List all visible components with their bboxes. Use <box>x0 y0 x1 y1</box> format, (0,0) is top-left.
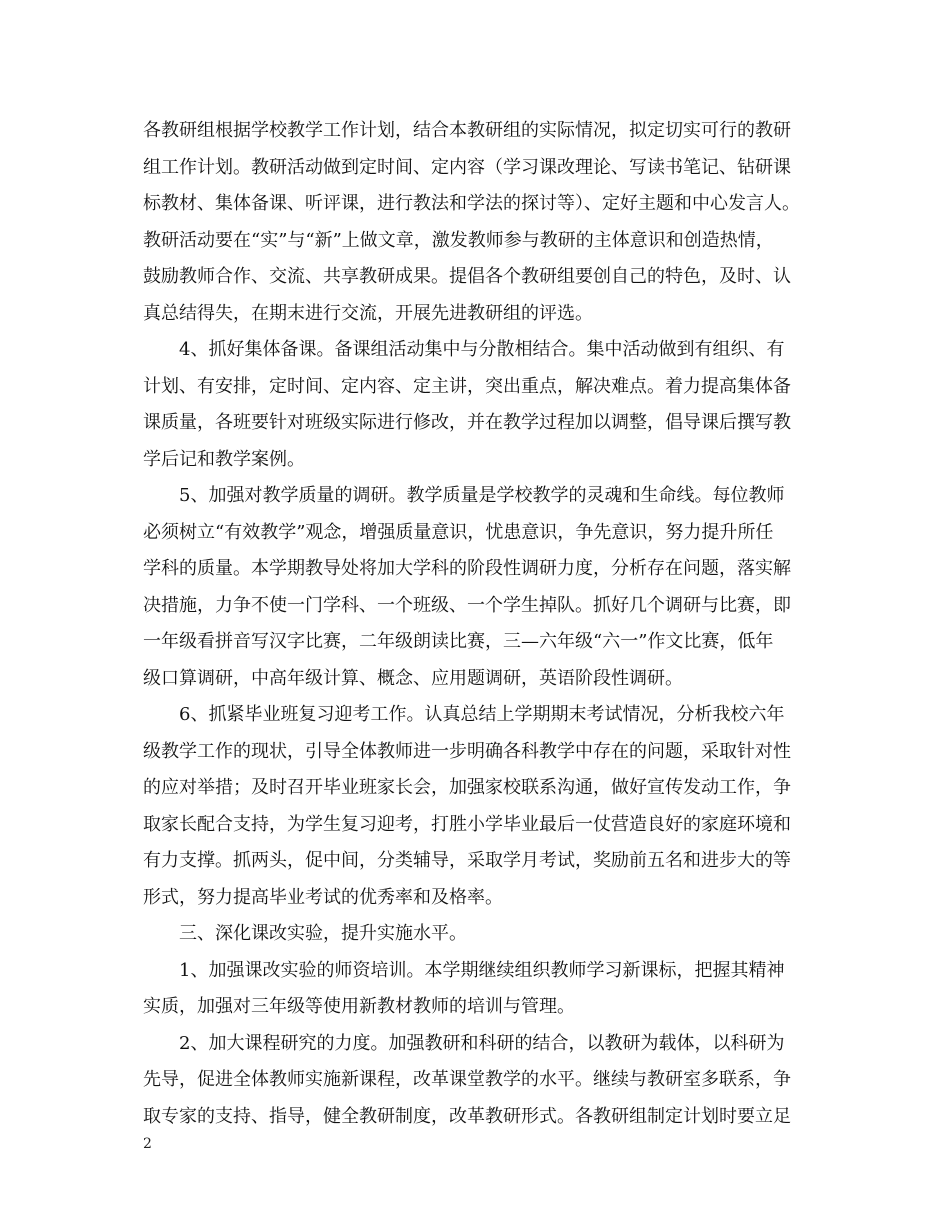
text-line: 2、加大课程研究的力度。加强教研和科研的结合，以教研为载体，以科研为 <box>179 1032 785 1054</box>
text-line: 三、深化课改实验，提升实施水平。 <box>179 923 467 944</box>
text-line: 组工作计划。教研活动做到定时间、定内容（学习课改理论、写读书笔记、钻研课 <box>143 156 791 178</box>
text-line: 先导，促进全体教师实施新课程，改革课堂教学的水平。继续与教研室多联系，争 <box>143 1069 791 1090</box>
text-line: 5、加强对教学质量的调研。教学质量是学校教学的灵魂和生命线。每位教师 <box>179 485 785 506</box>
text-line: 学后记和教学案例。 <box>143 448 305 470</box>
text-line: 取专家的支持、指导，健全教研制度，改革教研形式。各教研组制定计划时要立足 <box>143 1105 791 1127</box>
text-line: 计划、有安排，定时间、定内容、定主讲，突出重点，解决难点。着力提高集体备 <box>143 375 791 397</box>
text-line: 学科的质量。本学期教导处将加大学科的阶段性调研力度，分析存在问题，落实解 <box>143 558 791 579</box>
text-line: 有力支撑。抓两头，促中间，分类辅导，采取学月考试，奖励前五名和进步大的等 <box>143 850 791 871</box>
page-number: 2 <box>143 1136 152 1152</box>
text-line: 真总结得失，在期末进行交流，开展先进教研组的评选。 <box>143 302 593 324</box>
text-line: 必须树立“有效教学”观念，增强质量意识，忧患意识，争先意识，努力提升所任 <box>143 521 774 543</box>
text-line: 4、抓好集体备课。备课组活动集中与分散相结合。集中活动做到有组织、有 <box>179 339 785 360</box>
text-line: 取家长配合支持，为学生复习迎考，打胜小学毕业最后一仗营造良好的家庭环境和 <box>143 813 791 835</box>
text-line: 1、加强课改实验的师资培训。本学期继续组织教师学习新课标，把握其精神 <box>179 959 785 981</box>
text-line: 教研活动要在“实”与“新”上做文章，激发教师参与教研的主体意识和创造热情， <box>143 229 774 251</box>
text-line: 决措施，力争不使一门学科、一个班级、一个学生掉队。抓好几个调研与比赛，即 <box>143 594 791 616</box>
text-line: 鼓励教师合作、交流、共享教研成果。提倡各个教研组要创自己的特色，及时、认 <box>143 266 791 287</box>
text-line: 形式，努力提高毕业考试的优秀率和及格率。 <box>143 886 503 908</box>
text-line: 课质量，各班要针对班级实际进行修改，并在教学过程加以调整，倡导课后撰写教 <box>143 412 791 433</box>
text-line: 标教材、集体备课、听评课，进行教法和学法的探讨等）、定好主题和中心发言人。 <box>143 193 800 214</box>
text-line: 各教研组根据学校教学工作计划，结合本教研组的实际情况，拟定切实可行的教研 <box>143 120 791 141</box>
text-line: 一年级看拼音写汉字比赛，二年级朗读比赛，三—六年级“六一”作文比赛，低年 <box>143 631 774 652</box>
body-text <box>143 113 823 1135</box>
text-line: 6、抓紧毕业班复习迎考工作。认真总结上学期期末考试情况，分析我校六年 <box>179 704 785 725</box>
text-line: 级口算调研，中高年级计算、概念、应用题调研，英语阶段性调研。 <box>143 667 683 689</box>
text-line: 级教学工作的现状，引导全体教师进一步明确各科教学中存在的问题，采取针对性 <box>143 740 791 762</box>
text-line: 实质，加强对三年级等使用新教材教师的培训与管理。 <box>143 996 575 1017</box>
text-line: 的应对举措；及时召开毕业班家长会，加强家校联系沟通，做好宣传发动工作，争 <box>143 777 791 798</box>
